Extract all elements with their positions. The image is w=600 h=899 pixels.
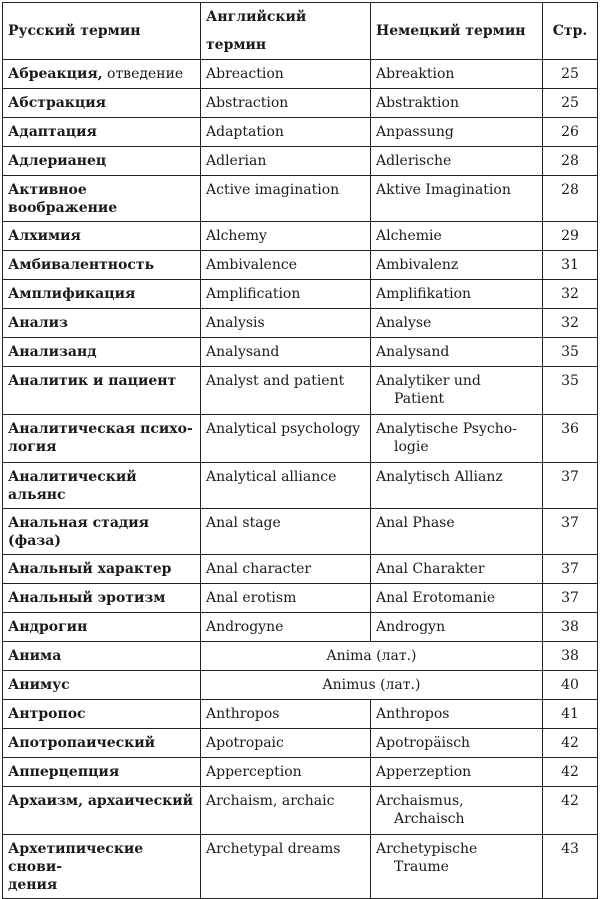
page-number: 41: [561, 706, 579, 722]
page-number-cell: [543, 613, 598, 642]
russian-term: Анимус: [8, 677, 70, 693]
english-term-cell: [201, 222, 371, 251]
german-term-continuation: Patient: [394, 391, 445, 407]
table-row: [3, 147, 598, 176]
page-number: 38: [561, 619, 579, 635]
russian-term: Адлерианец: [8, 153, 107, 169]
page-number-cell: [543, 671, 598, 700]
english-term: Ambivalence: [206, 257, 297, 273]
page-number-cell: [543, 176, 598, 222]
latin-term-cell: [201, 642, 543, 671]
russian-term-cell: [3, 787, 201, 835]
table-row: [3, 367, 598, 415]
german-term: Anal Erotomanie: [376, 590, 496, 606]
english-term: Analysis: [206, 315, 265, 331]
russian-term-cell: [3, 642, 201, 671]
russian-term-cell: [3, 222, 201, 251]
russian-term: Анализ: [8, 315, 68, 331]
page-number: 42: [561, 735, 579, 751]
header-row: [3, 3, 598, 60]
header-german-term: Немецкий термин: [371, 3, 543, 60]
german-term-cell: [371, 584, 543, 613]
russian-term-cell: [3, 729, 201, 758]
german-term: Analytisch Allianz: [376, 469, 503, 485]
table-row: [3, 700, 598, 729]
russian-term: Антропос: [8, 706, 86, 722]
german-term-continuation: logie: [394, 439, 429, 455]
page-number: 40: [561, 677, 579, 693]
german-term: Abstraktion: [376, 95, 459, 111]
page-number: 42: [561, 764, 579, 780]
page-number: 32: [561, 286, 579, 302]
german-term-cell: [371, 463, 543, 509]
russian-term: Анима: [8, 648, 62, 664]
russian-term: Архетипические снови-: [8, 841, 144, 875]
page-number-cell: [543, 280, 598, 309]
german-term-cell: [371, 729, 543, 758]
german-term: Anpassung: [376, 124, 454, 140]
russian-term: Адаптация: [8, 124, 97, 140]
german-term-cell: [371, 509, 543, 555]
german-term-cell: [371, 835, 543, 899]
german-term: Apotropäisch: [376, 735, 471, 751]
german-term: Androgyn: [376, 619, 446, 635]
german-term: Anal Charakter: [376, 561, 485, 577]
english-term-cell: [201, 251, 371, 280]
table-row: [3, 176, 598, 222]
german-term: Analyse: [376, 315, 432, 331]
page-number-cell: [543, 729, 598, 758]
table-row: [3, 280, 598, 309]
german-term: Archaismus,: [376, 793, 464, 809]
table-row: [3, 222, 598, 251]
english-term-cell: [201, 309, 371, 338]
table-row: [3, 118, 598, 147]
german-term-cell: [371, 251, 543, 280]
german-term-cell: [371, 60, 543, 89]
russian-term-cell: [3, 463, 201, 509]
page-number-cell: [543, 509, 598, 555]
english-term: Abstraction: [206, 95, 289, 111]
page-number-cell: [543, 367, 598, 415]
russian-term-cell: [3, 584, 201, 613]
table-row: [3, 89, 598, 118]
english-term-cell: [201, 613, 371, 642]
german-term-cell: [371, 222, 543, 251]
english-term-cell: [201, 555, 371, 584]
german-term: Anal Phase: [376, 515, 455, 531]
russian-term-cell: [3, 613, 201, 642]
russian-term-cell: [3, 338, 201, 367]
german-term: Analytische Psycho-: [376, 421, 517, 437]
german-term: Analysand: [376, 344, 450, 360]
page-number: 32: [561, 315, 579, 331]
page-number-cell: [543, 309, 598, 338]
table-row: [3, 415, 598, 463]
page-number-cell: [543, 700, 598, 729]
russian-term-continuation: логия: [8, 439, 57, 455]
russian-term-cell: [3, 415, 201, 463]
header-russian-term: Русский термин: [3, 3, 201, 60]
russian-term-cell: [3, 555, 201, 584]
english-term: Adaptation: [206, 124, 284, 140]
russian-term-cell: [3, 60, 201, 89]
english-term-cell: [201, 415, 371, 463]
table-row: [3, 60, 598, 89]
page-number-cell: [543, 758, 598, 787]
table-row: [3, 835, 598, 899]
page-number: 37: [561, 561, 579, 577]
table-row: [3, 758, 598, 787]
english-term: Archaism, archaic: [206, 793, 335, 809]
russian-term-cell: [3, 367, 201, 415]
russian-term-cell: [3, 758, 201, 787]
english-term: Androgyne: [206, 619, 284, 635]
page-number: 25: [561, 66, 579, 82]
english-term-cell: [201, 835, 371, 899]
table-row: [3, 251, 598, 280]
table-row: [3, 555, 598, 584]
russian-term-cell: [3, 176, 201, 222]
page-number-cell: [543, 89, 598, 118]
page-number: 37: [561, 515, 579, 531]
russian-term: Активное воображение: [8, 182, 118, 216]
russian-term-cell: [3, 671, 201, 700]
page-number-cell: [543, 555, 598, 584]
russian-term: Аналитическая психо-: [8, 421, 193, 437]
russian-term-cell: [3, 835, 201, 899]
russian-term-cell: [3, 700, 201, 729]
german-term-cell: [371, 415, 543, 463]
german-term-cell: [371, 147, 543, 176]
table-row: [3, 463, 598, 509]
english-term: Anal erotism: [206, 590, 297, 606]
table-row: [3, 787, 598, 835]
german-term-cell: [371, 309, 543, 338]
page-number-cell: [543, 463, 598, 509]
page-number-cell: [543, 787, 598, 835]
page-number: 43: [561, 841, 579, 857]
russian-term: Абреакция,: [8, 66, 103, 82]
russian-term: Абстракция: [8, 95, 106, 111]
page-number: 42: [561, 793, 579, 809]
german-term-cell: [371, 700, 543, 729]
english-term-cell: [201, 89, 371, 118]
page-number-cell: [543, 642, 598, 671]
table-row: [3, 729, 598, 758]
table-row: [3, 509, 598, 555]
page-number-cell: [543, 338, 598, 367]
russian-term-cell: [3, 309, 201, 338]
page-number-cell: [543, 584, 598, 613]
table-row: [3, 338, 598, 367]
russian-term: Анальный характер: [8, 561, 172, 577]
english-term: Anthropos: [206, 706, 280, 722]
english-term: Analytical psychology: [206, 421, 361, 437]
table-row: [3, 642, 598, 671]
german-term-cell: [371, 367, 543, 415]
english-term-cell: [201, 787, 371, 835]
german-term-cell: [371, 758, 543, 787]
header-page: Стр.: [543, 3, 598, 60]
russian-term: Апотропаический: [8, 735, 156, 751]
page-number: 29: [561, 228, 579, 244]
german-term-cell: [371, 338, 543, 367]
english-term-cell: [201, 280, 371, 309]
german-term: Amplifikation: [376, 286, 472, 302]
russian-term: Апперцепция: [8, 764, 120, 780]
page-number-cell: [543, 60, 598, 89]
german-term-cell: [371, 89, 543, 118]
russian-term: Алхимия: [8, 228, 81, 244]
german-term-cell: [371, 613, 543, 642]
page-number-cell: [543, 222, 598, 251]
english-term: Active imagination: [206, 182, 340, 198]
english-term: Analysand: [206, 344, 280, 360]
glossary-table: [2, 2, 598, 899]
english-term-cell: [201, 700, 371, 729]
page-number-cell: [543, 835, 598, 899]
german-term: Apperzeption: [376, 764, 472, 780]
german-term-continuation: Archaisch: [394, 811, 465, 827]
english-term-cell: [201, 118, 371, 147]
page-number: 26: [561, 124, 579, 140]
russian-term-cell: [3, 509, 201, 555]
russian-term: Аналитик и пациент: [8, 373, 177, 389]
german-term-cell: [371, 555, 543, 584]
page-number-cell: [543, 415, 598, 463]
english-term: Anal stage: [206, 515, 281, 531]
page-number: 35: [561, 344, 579, 360]
english-term: Apperception: [206, 764, 302, 780]
russian-term-extra: отведение: [102, 66, 184, 82]
german-term-continuation: Traume: [394, 859, 449, 875]
german-term-cell: [371, 176, 543, 222]
english-term-cell: [201, 176, 371, 222]
table-row: [3, 309, 598, 338]
header-english-term: Английский термин: [201, 3, 371, 60]
english-term: Archetypal dreams: [206, 841, 341, 857]
english-term-cell: [201, 584, 371, 613]
russian-term-continuation: дения: [8, 877, 58, 893]
english-term-cell: [201, 509, 371, 555]
english-term-cell: [201, 338, 371, 367]
german-term: Alchemie: [376, 228, 442, 244]
russian-term: Аналитический альянс: [8, 469, 137, 503]
russian-term: Анальная стадия (фаза): [8, 515, 149, 549]
english-term-cell: [201, 758, 371, 787]
glossary-rows: [3, 60, 598, 899]
english-term-cell: [201, 367, 371, 415]
page-number: 35: [561, 373, 579, 389]
russian-term-cell: [3, 89, 201, 118]
page-number: 28: [561, 182, 579, 198]
latin-term: Animus (лат.): [322, 677, 421, 693]
english-term: Analyst and patient: [206, 373, 345, 389]
page-number-cell: [543, 118, 598, 147]
english-term: Analytical alliance: [206, 469, 337, 485]
german-term: Abreaktion: [376, 66, 455, 82]
german-term-cell: [371, 280, 543, 309]
german-term-cell: [371, 787, 543, 835]
page-number: 38: [561, 648, 579, 664]
english-term: Adlerian: [206, 153, 267, 169]
latin-term: Anima (лат.): [326, 648, 417, 664]
english-term-cell: [201, 147, 371, 176]
russian-term: Архаизм, архаический: [8, 793, 194, 809]
english-term-cell: [201, 60, 371, 89]
english-term: Alchemy: [206, 228, 267, 244]
russian-term-cell: [3, 280, 201, 309]
table-row: [3, 613, 598, 642]
german-term: Aktive Imagination: [376, 182, 511, 198]
russian-term: Амплификация: [8, 286, 136, 302]
page-number: 37: [561, 469, 579, 485]
russian-term: Амбивалентность: [8, 257, 155, 273]
german-term: Anthropos: [376, 706, 450, 722]
russian-term-cell: [3, 147, 201, 176]
german-term: Adlerische: [376, 153, 452, 169]
russian-term-cell: [3, 251, 201, 280]
table-row: [3, 671, 598, 700]
page-number: 36: [561, 421, 579, 437]
table-row: [3, 584, 598, 613]
russian-term: Анальный эротизм: [8, 590, 166, 606]
page-number: 31: [561, 257, 579, 273]
page-number-cell: [543, 251, 598, 280]
page-number: 37: [561, 590, 579, 606]
english-term: Anal character: [206, 561, 312, 577]
russian-term: Андрогин: [8, 619, 88, 635]
german-term: Analytiker und: [376, 373, 481, 389]
english-term-cell: [201, 729, 371, 758]
page-number: 25: [561, 95, 579, 111]
english-term-cell: [201, 463, 371, 509]
english-term: Amplification: [206, 286, 301, 302]
russian-term-cell: [3, 118, 201, 147]
german-term: Archetypische: [376, 841, 478, 857]
page-number: 28: [561, 153, 579, 169]
english-term: Apotropaic: [206, 735, 284, 751]
latin-term-cell: [201, 671, 543, 700]
german-term: Ambivalenz: [376, 257, 459, 273]
russian-term: Анализанд: [8, 344, 97, 360]
english-term: Abreaction: [206, 66, 284, 82]
page-number-cell: [543, 147, 598, 176]
german-term-cell: [371, 118, 543, 147]
